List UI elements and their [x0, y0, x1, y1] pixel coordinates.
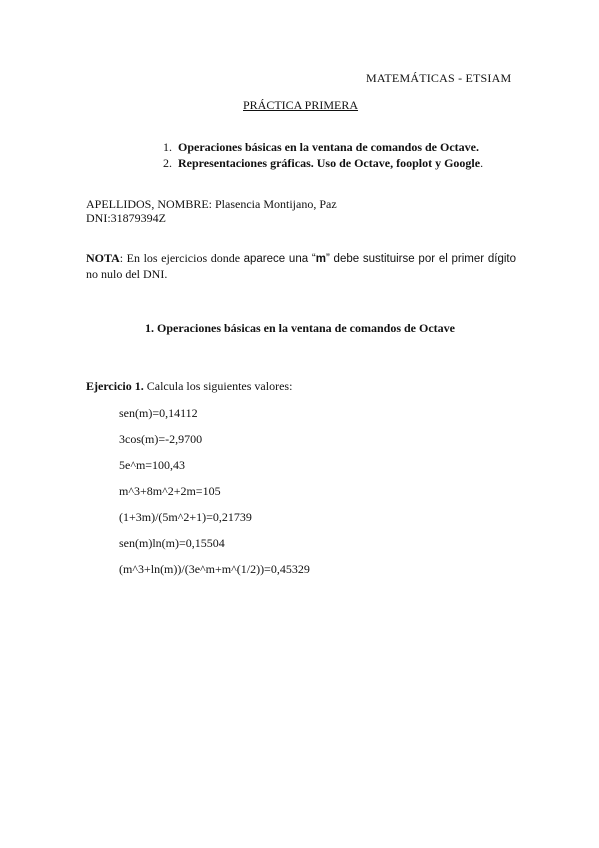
result-item: sen(m)=0,14112 [119, 406, 198, 420]
result-item: m^3+8m^2+2m=105 [119, 484, 221, 498]
page-title: PRÁCTICA PRIMERA [243, 98, 359, 112]
result-item: sen(m)ln(m)=0,15504 [119, 536, 225, 550]
exercise-text: Calcula los siguientes valores: [143, 379, 293, 393]
toc-item [160, 140, 483, 156]
result-item: 5e^m=100,43 [119, 458, 186, 472]
student-name: APELLIDOS, NOMBRE: Plasencia Montijano, Paz [86, 197, 337, 211]
note-variable: m [315, 253, 326, 265]
toc-item [160, 156, 483, 172]
toc-text: Representaciones gráficas. Uso de Octave, fooplot y Google [178, 156, 481, 170]
note-text: : En los ejercicios donde [119, 251, 244, 265]
exercise-label: Ejercicio 1. [86, 379, 144, 393]
results-list [119, 406, 310, 588]
note-text: aparece una “ [243, 253, 316, 265]
student-dni: DNI:31879394Z [86, 211, 166, 225]
toc-number: 2. [163, 156, 172, 170]
result-item: 3cos(m)=-2,9700 [119, 432, 203, 446]
result-item: (m^3+ln(m))/(3e^m+m^(1/2))=0,45329 [119, 562, 310, 576]
section-title: 1. Operaciones básicas en la ventana de comandos de Octave [145, 321, 455, 335]
note-label: NOTA [86, 251, 120, 265]
note-text: no nulo del DNI. [86, 266, 168, 281]
toc-number: 1. [163, 140, 172, 154]
note-paragraph [86, 251, 516, 281]
student-info [86, 197, 337, 225]
note-text: ” debe sustituirse por el primer dígito [325, 253, 517, 265]
header-institution: MATEMÁTICAS - ETSIAM [366, 71, 512, 85]
result-item: (1+3m)/(5m^2+1)=0,21739 [119, 510, 252, 524]
toc-text: Operaciones básicas en la ventana de comandos de Octave. [178, 140, 479, 154]
toc-tail: . [480, 156, 484, 170]
table-of-contents [160, 140, 483, 172]
exercise-statement [86, 379, 292, 393]
